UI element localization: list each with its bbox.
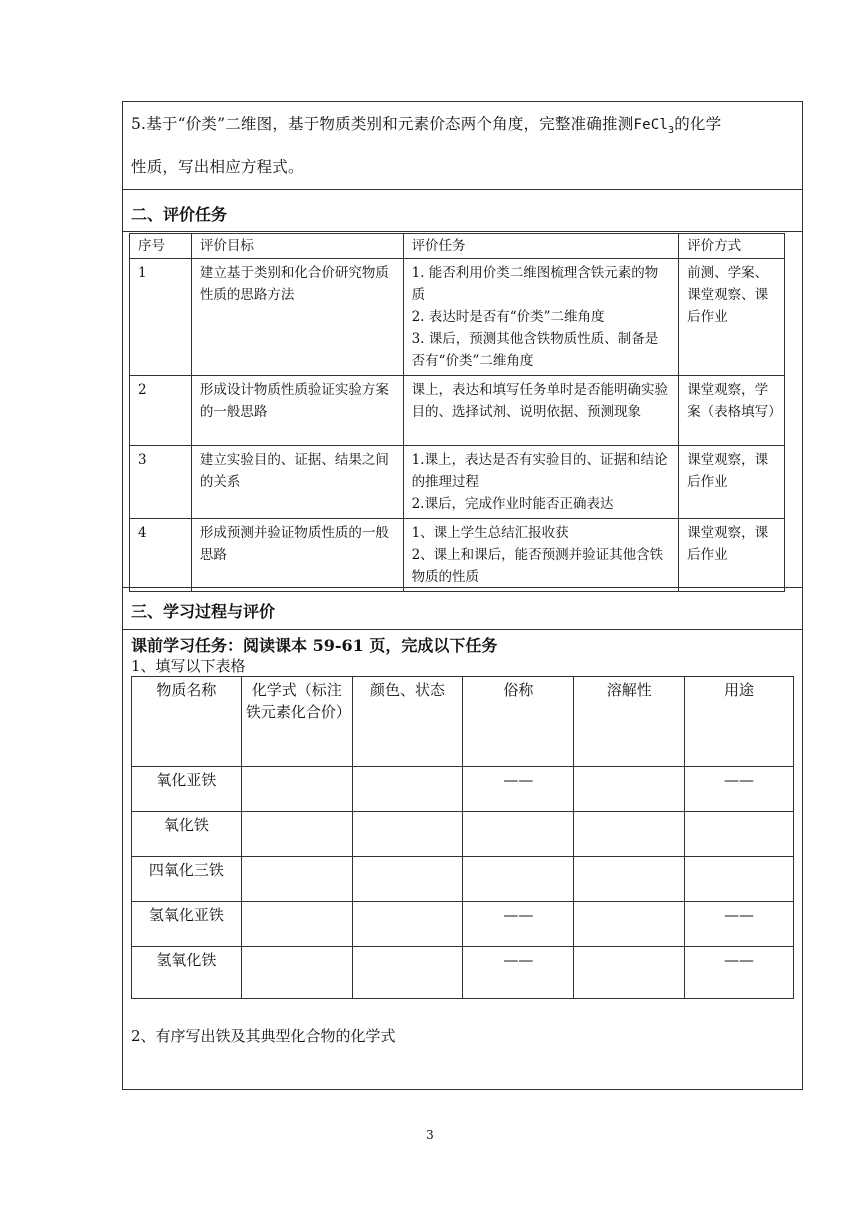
row-tasks: 1.课上，表达是否有实验目的、证据和结论的推理过程 2.课后，完成作业时能否正确表达 (403, 446, 679, 519)
row-method: 课堂观察，课后作业 (679, 446, 785, 519)
row-goal: 形成设计物质性质验证实验方案的一般思路 (191, 376, 403, 446)
header-no: 序号 (130, 234, 192, 259)
row-no: 4 (130, 519, 192, 592)
table-row (130, 519, 785, 592)
table-row (130, 446, 785, 519)
table-row: 氢氧化亚铁 —— —— (132, 902, 794, 947)
table-row: 氧化亚铁 —— —— (132, 767, 794, 812)
header-use: 用途 (685, 677, 794, 767)
table-row (130, 376, 785, 446)
row-goal: 建立实验目的、证据、结果之间的关系 (191, 446, 403, 519)
header-goal: 评价目标 (191, 234, 403, 259)
evaluation-table (129, 233, 785, 592)
header-name: 物质名称 (132, 677, 242, 767)
table-row: 四氧化三铁 (132, 857, 794, 902)
question-5-text: 5.基于“价类”二维图，基于物质类别和元素价态两个角度，完整准确推测 (131, 115, 634, 133)
header-formula: 化学式（标注铁元素化合价） (241, 677, 352, 767)
question-5-text-line2: 性质，写出相应方程式。 (131, 157, 304, 176)
pre-class-task: 课前学习任务：阅读课本 59-61 页，完成以下任务 (131, 636, 498, 655)
header-solubility: 溶解性 (574, 677, 685, 767)
row-method: 课堂观察，学案（表格填写） (679, 376, 785, 446)
question-5: 5.基于“价类”二维图，基于物质类别和元素价态两个角度，完整准确推测FeCl$_3$的化学 性质，写出相应方程式。 (131, 115, 722, 176)
fecl3-formula: FeCl$_3$ (633, 117, 675, 136)
section-2-title: 二、评价任务 (131, 205, 228, 224)
page-number: 3 (426, 1128, 434, 1142)
header-color-state: 颜色、状态 (352, 677, 463, 767)
table-row: 氧化铁 (132, 812, 794, 857)
table-header-row (130, 234, 785, 259)
row-tasks: 1、课上学生总结汇报收获 2、课上和课后，能否预测并验证其他含铁物质的性质 (403, 519, 679, 592)
materials-table (131, 676, 794, 999)
section-3-title: 三、学习过程与评价 (131, 602, 276, 621)
header-method: 评价方式 (679, 234, 785, 259)
row-no: 3 (130, 446, 192, 519)
divider (123, 189, 802, 190)
row-goal: 建立基于类别和化合价研究物质性质的思路方法 (191, 259, 403, 376)
row-goal: 形成预测并验证物质性质的一般思路 (191, 519, 403, 592)
header-alias: 俗称 (463, 677, 574, 767)
row-no: 2 (130, 376, 192, 446)
row-method: 课堂观察，课后作业 (679, 519, 785, 592)
divider (123, 587, 802, 588)
table-header-row (132, 677, 794, 767)
table-row (130, 259, 785, 376)
document-frame (122, 101, 803, 1090)
row-method: 前测、学案、课堂观察、课后作业 (679, 259, 785, 376)
item-2-label: 2、有序写出铁及其典型化合物的化学式 (131, 1027, 396, 1045)
row-tasks: 课上，表达和填写任务单时是否能明确实验目的、选择试剂、说明依据、预测现象 (403, 376, 679, 446)
table-row: 氢氧化铁 —— —— (132, 947, 794, 999)
header-task: 评价任务 (403, 234, 679, 259)
row-no: 1 (130, 259, 192, 376)
item-1-label: 1、填写以下表格 (131, 657, 246, 675)
divider (123, 231, 802, 232)
divider (123, 629, 802, 630)
row-tasks: 1. 能否利用价类二维图梳理含铁元素的物质 2. 表达时是否有“价类”二维角度 3. 课后，预测其他含铁物质性质、制备是否有“价类”二维角度 (403, 259, 679, 376)
